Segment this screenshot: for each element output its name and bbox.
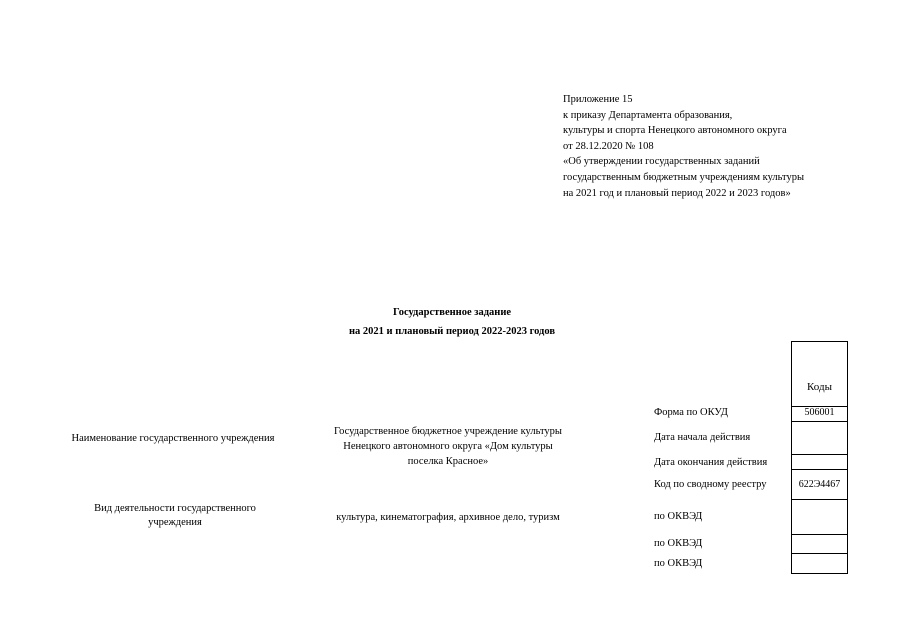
codes-divider bbox=[792, 421, 847, 422]
codes-divider bbox=[792, 499, 847, 500]
codes-divider bbox=[792, 454, 847, 455]
document-subtitle: на 2021 и плановый период 2022-2023 годов bbox=[348, 326, 556, 337]
code-label-okud: Форма по ОКУД bbox=[654, 407, 728, 418]
appendix-line: Приложение 15 bbox=[563, 94, 633, 105]
institution-name bbox=[306, 424, 590, 469]
code-value-registry: 622Э4467 bbox=[798, 479, 841, 490]
activity-value: культура, кинематография, архивное дело, туризм bbox=[336, 512, 560, 523]
document-title: Государственное задание bbox=[392, 307, 512, 318]
appendix-line: на 2021 год и плановый период 2022 и 2023 годов» bbox=[563, 187, 791, 199]
activity-label-line: учреждения bbox=[148, 517, 202, 528]
code-label-start-date: Дата начала действия bbox=[654, 432, 751, 443]
appendix-line: «Об утверждении государственных заданий bbox=[563, 156, 760, 168]
codes-table bbox=[791, 341, 848, 574]
appendix-line: культуры и спорта Ненецкого автономного округа bbox=[563, 125, 787, 137]
codes-divider bbox=[792, 553, 847, 554]
institution-name-line: Ненецкого автономного округа «Дом культуры bbox=[343, 441, 553, 452]
activity-label bbox=[60, 502, 290, 530]
code-label-okved: по ОКВЭД bbox=[654, 538, 703, 549]
appendix-line: к приказу Департамента образования, bbox=[563, 109, 733, 121]
code-label-end-date: Дата окончания действия bbox=[654, 457, 768, 468]
code-label-okved: по ОКВЭД bbox=[654, 511, 703, 522]
institution-name-line: поселка Красное» bbox=[407, 456, 489, 467]
appendix-line: от 28.12.2020 № 108 bbox=[563, 140, 654, 152]
institution-label: Наименование государственного учреждения bbox=[71, 433, 275, 444]
codes-header: Коды bbox=[807, 381, 832, 393]
activity-label-line: Вид деятельности государственного bbox=[94, 503, 256, 514]
institution-name-line: Государственное бюджетное учреждение культуры bbox=[334, 426, 562, 437]
codes-divider bbox=[792, 469, 847, 470]
appendix-line: государственным бюджетным учреждениям культуры bbox=[563, 171, 805, 183]
appendix-note bbox=[563, 92, 804, 201]
code-value-okud: 506001 bbox=[804, 407, 835, 418]
code-label-registry: Код по сводному реестру bbox=[654, 479, 767, 490]
code-label-okved: по ОКВЭД bbox=[654, 558, 703, 569]
codes-divider bbox=[792, 534, 847, 535]
